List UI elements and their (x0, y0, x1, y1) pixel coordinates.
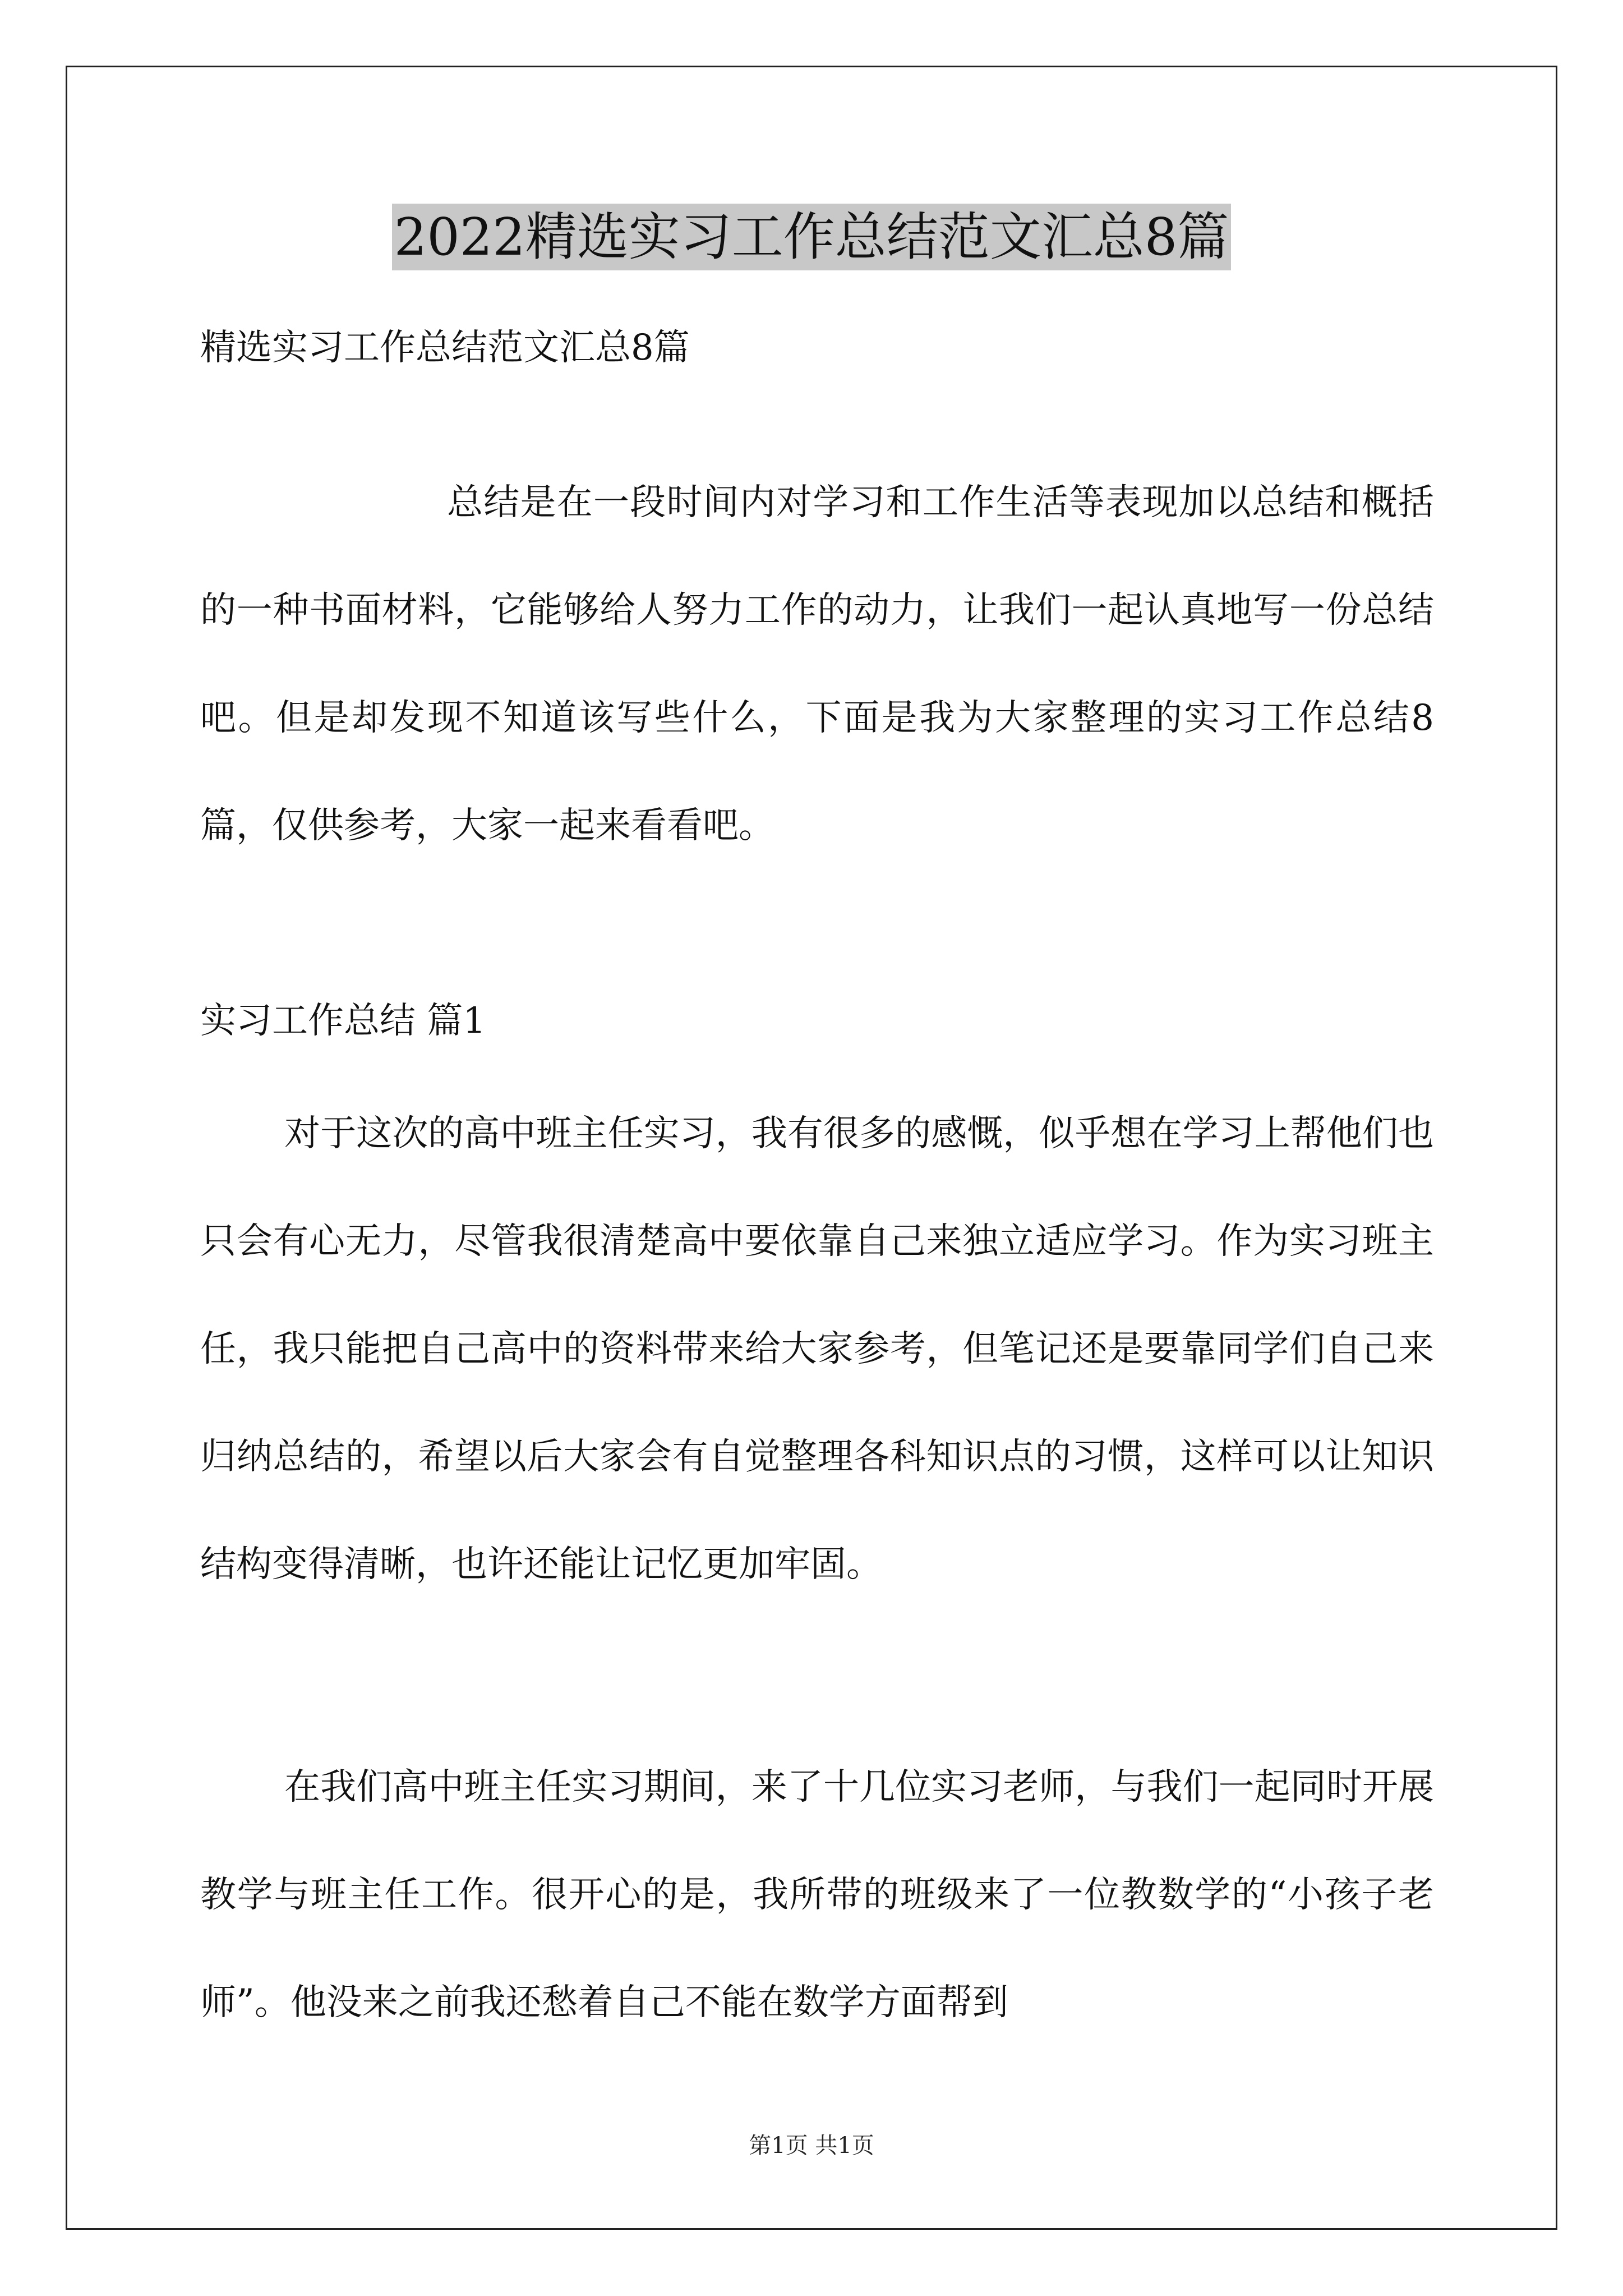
page-footer: 第1页 共1页 (749, 2133, 874, 2159)
document-title (0, 202, 1623, 272)
intro-paragraph: 总结是在一段时间内对学习和工作生活等表现加以总结和概括的一种书面材料，它能够给人努力工作的动力，让我们一起认真地写一份总结吧。但是却发现不知道该写些什么，下面是我为大家整理的实习工作总结8篇，仅供参考，大家一起来看看吧。 (200, 482, 1434, 846)
document-subtitle: 精选实习工作总结范文汇总8篇 (200, 327, 690, 369)
body-paragraph-1: 对于这次的高中班主任实习，我有很多的感慨，似乎想在学习上帮他们也只会有心无力，尽管我很清楚高中要依靠自己来独立适应学习。作为实习班主任，我只能把自己高中的资料带来给大家参考，但笔记还是要靠同学们自己来归纳总结的，希望以后大家会有自觉整理各科知识点的习惯，这样可以让知识结构变得清晰，也许还能让记忆更加牢固。 (200, 1113, 1434, 1585)
body-paragraph-2: 在我们高中班主任实习期间，来了十几位实习老师，与我们一起同时开展教学与班主任工作。很开心的是，我所带的班级来了一位教数学的“小孩子老师”。他没来之前我还愁着自己不能在数学方面帮到 (200, 1766, 1434, 2023)
document-title-text: 2022精选实习工作总结范文汇总8篇 (392, 204, 1232, 270)
section-heading: 实习工作总结 篇1 (200, 1000, 486, 1042)
